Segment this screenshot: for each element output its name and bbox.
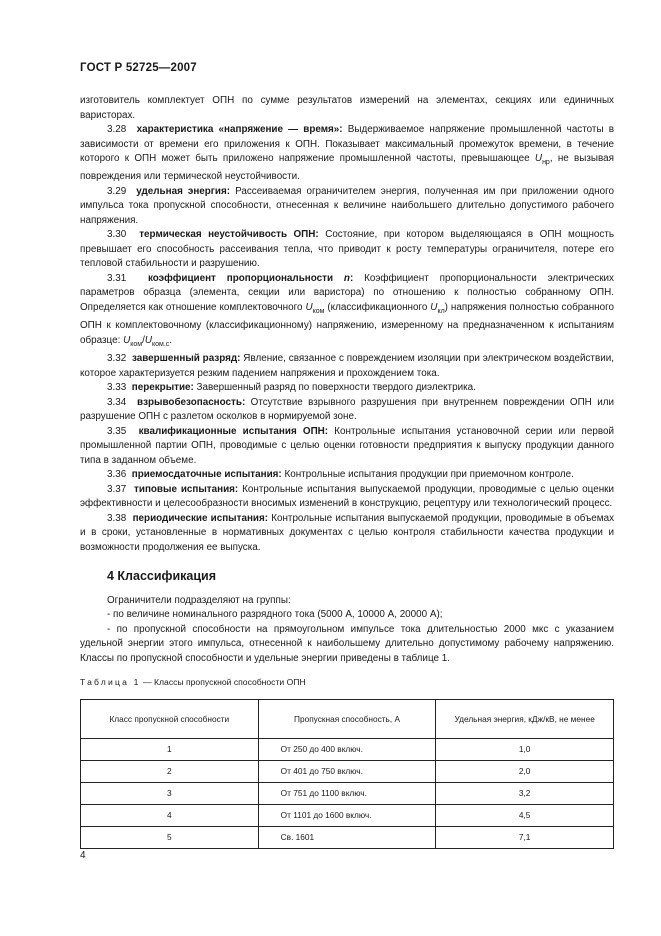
document-header: ГОСТ Р 52725—2007 bbox=[80, 62, 197, 74]
term: коэффициент пропорциональности bbox=[147, 272, 344, 284]
table-cell: 2 bbox=[81, 760, 259, 782]
clause-number: 3.33 bbox=[107, 382, 127, 394]
definition-text: ) напряжения полностью собранного ОПН к комплектовочному (классификационному) напряжению, измеренному на предназначенном к испытаниям образце: bbox=[80, 301, 614, 346]
clause-number: 3.36 bbox=[107, 469, 127, 481]
table-cell: Св. 1601 bbox=[258, 826, 436, 848]
table-cell: 1 bbox=[81, 738, 259, 760]
column-header: Класс пропускной способности bbox=[81, 699, 259, 738]
table-cell: 4,5 bbox=[436, 804, 614, 826]
term-symbol: n bbox=[343, 272, 350, 284]
table-cell: 1,0 bbox=[436, 738, 614, 760]
term: перекрытие: bbox=[131, 382, 194, 394]
term: периодические испытания: bbox=[132, 512, 269, 524]
term: взрывобезопасность: bbox=[137, 396, 246, 408]
list-item: - по пропускной способности на прямоугольном импульсе тока длительностью 2000 мкс с указанием удельной энергии этого импульса, отнесенной к наибольшему длительно допустимому рабочему напряжению. Классы по пропускной способности и удельные энергии приведены в таблице 1. bbox=[80, 623, 614, 664]
table-header-row bbox=[81, 699, 614, 738]
column-header: Удельная энергия, кДж/кВ, не менее bbox=[436, 699, 614, 738]
term: удельная энергия: bbox=[136, 185, 231, 197]
clause-number: 3.28 bbox=[107, 124, 127, 135]
paragraph-3-29 bbox=[80, 185, 614, 229]
symbol-subscript: ком bbox=[312, 307, 325, 315]
term: квалификационные испытания ОПН: bbox=[138, 425, 329, 437]
paragraph-3-31 bbox=[80, 272, 614, 352]
definition-text: Контрольные испытания установочной серии или первой промышленной партии ОПН, проводимые с целью оценки готовности предприятия к выпуску продукции данного типа в заданном объеме. bbox=[80, 425, 614, 466]
paragraph-3-36 bbox=[80, 468, 614, 483]
symbol-subscript: нр bbox=[542, 158, 550, 166]
table-cell: 7,1 bbox=[436, 826, 614, 848]
document-body bbox=[80, 94, 614, 849]
table-row bbox=[81, 826, 614, 848]
definition-text: Контрольные испытания выпускаемой продукции, проводимые в объемах и в сроки, установленные в нормативных документах с целью контроля стабильности качества продукции и возможности продолжения ее выпуска. bbox=[80, 512, 615, 553]
paragraph-3-34 bbox=[80, 396, 614, 425]
symbol: U bbox=[534, 153, 543, 164]
symbol-subscript: ком bbox=[130, 340, 143, 348]
table-cell: 5 bbox=[81, 826, 259, 848]
section-heading: 4 Классификация bbox=[107, 569, 217, 584]
table-cell: 2,0 bbox=[436, 760, 614, 782]
paragraph-3-33 bbox=[80, 381, 614, 396]
definition-text: Контрольные испытания продукции при приемочном контроле. bbox=[281, 469, 574, 481]
definition-text: (классификационного bbox=[324, 301, 431, 313]
clause-number: 3.35 bbox=[107, 425, 127, 437]
clause-number: 3.34 bbox=[107, 396, 127, 408]
term-colon: : bbox=[349, 272, 354, 284]
symbol: U bbox=[123, 334, 131, 346]
table-row bbox=[81, 738, 614, 760]
definition-text: Завершенный разряд по поверхности твердого диэлектрика. bbox=[193, 382, 476, 394]
section-intro: Ограничители подразделяют на группы: bbox=[107, 594, 291, 606]
table-row bbox=[81, 760, 614, 782]
clause-number: 3.29 bbox=[107, 185, 127, 197]
slash: / bbox=[142, 334, 145, 346]
definition-text: , не вызывая повреждения или термической неустойчивости. bbox=[80, 153, 614, 183]
definition-text: . bbox=[169, 334, 173, 346]
table-cell: 4 bbox=[81, 804, 259, 826]
table-cell: От 751 до 1100 включ. bbox=[258, 782, 436, 804]
paragraph-continuation: изготовитель комплектует ОПН по сумме результатов измерений на элементах, секциях или единичных варисторах. bbox=[80, 95, 614, 121]
definition-text: Контрольные испытания выпускаемой продукции, проводимые с целью оценки эффективности и целесообразности вносимых изменений в конструкцию, рецептуру или технологический процесс. bbox=[80, 483, 614, 510]
clause-number: 3.38 bbox=[107, 512, 127, 524]
clause-number: 3.32 bbox=[107, 353, 127, 365]
definition-text: Коэффициент пропорциональности электрических параметров образца (элемента, секции или варистора) по отношению к полностью собранному ОПН. Определяется как отношение комплектовочного bbox=[80, 272, 614, 313]
column-header: Пропускная способность, А bbox=[258, 699, 436, 738]
classes-table bbox=[80, 699, 614, 849]
table-caption-label: Таблица 1 bbox=[80, 677, 141, 688]
paragraph-3-30 bbox=[80, 228, 614, 272]
page-number: 4 bbox=[80, 850, 86, 861]
clause-number: 3.31 bbox=[107, 272, 127, 284]
table-cell: От 250 до 400 включ. bbox=[258, 738, 436, 760]
clause-number: 3.30 bbox=[107, 229, 127, 241]
term: типовые испытания: bbox=[134, 483, 239, 495]
symbol-subscript: ком.с bbox=[151, 340, 170, 348]
table-row bbox=[81, 782, 614, 804]
paragraph-3-37 bbox=[80, 483, 614, 512]
clause-number: 3.37 bbox=[107, 483, 127, 495]
term: приемосдаточные испытания: bbox=[131, 469, 282, 481]
table-caption bbox=[80, 675, 614, 690]
table-cell: От 1101 до 1600 включ. bbox=[258, 804, 436, 826]
table-cell: От 401 до 750 включ. bbox=[258, 760, 436, 782]
list-item: - по величине номинального разрядного тока (5000 А, 10000 А, 20000 А); bbox=[107, 609, 443, 621]
definition-text: Состояние, при котором выделяющаяся в ОПН мощность превышает его способность рассеивания тепла, что приводит к росту температуры ограничителя, потере его тепловой стабильности и разрушению. bbox=[80, 229, 615, 270]
symbol-subscript: кл bbox=[437, 307, 445, 315]
table-row bbox=[81, 804, 614, 826]
symbol: U bbox=[305, 301, 313, 313]
definition-text: Выдерживаемое напряжение промышленной частоты в зависимости от времени его приложения к ОПН. Показывает максимальный промежуток времени, в течение которого к ОПН может быть приложено напряжение промышленной частоты, превышающее bbox=[80, 124, 614, 164]
definition-text: Рассеиваемая ограничителем энергия, полученная им при приложении одного импульса тока пропускной способности, отнесенная к величине наибольшего длительно допустимого рабочего напряжения. bbox=[80, 185, 614, 226]
symbol: U bbox=[430, 301, 438, 313]
table-cell: 3 bbox=[81, 782, 259, 804]
table-caption-text: — Классы пропускной способности ОПН bbox=[140, 677, 306, 688]
definition-text: Отсутствие взрывного разрушения при внутреннем повреждении ОПН или разрушение ОПН с разлетом осколков в нормируемой зоне. bbox=[80, 396, 614, 423]
paragraph-3-28 bbox=[80, 123, 614, 185]
term: термическая неустойчивость ОПН: bbox=[139, 229, 319, 241]
definition-text: Явление, связанное с повреждением изоляции при электрическом воздействии, которое характеризуется резким падением напряжения и прохождением тока. bbox=[80, 353, 614, 379]
term: завершенный разряд: bbox=[131, 353, 241, 365]
paragraph-3-32 bbox=[80, 352, 614, 381]
symbol: U bbox=[144, 334, 152, 346]
paragraph-3-38 bbox=[80, 512, 614, 556]
paragraph-3-35 bbox=[80, 425, 614, 469]
term: характеристика «напряжение — время»: bbox=[136, 124, 343, 135]
table-cell: 3,2 bbox=[436, 782, 614, 804]
